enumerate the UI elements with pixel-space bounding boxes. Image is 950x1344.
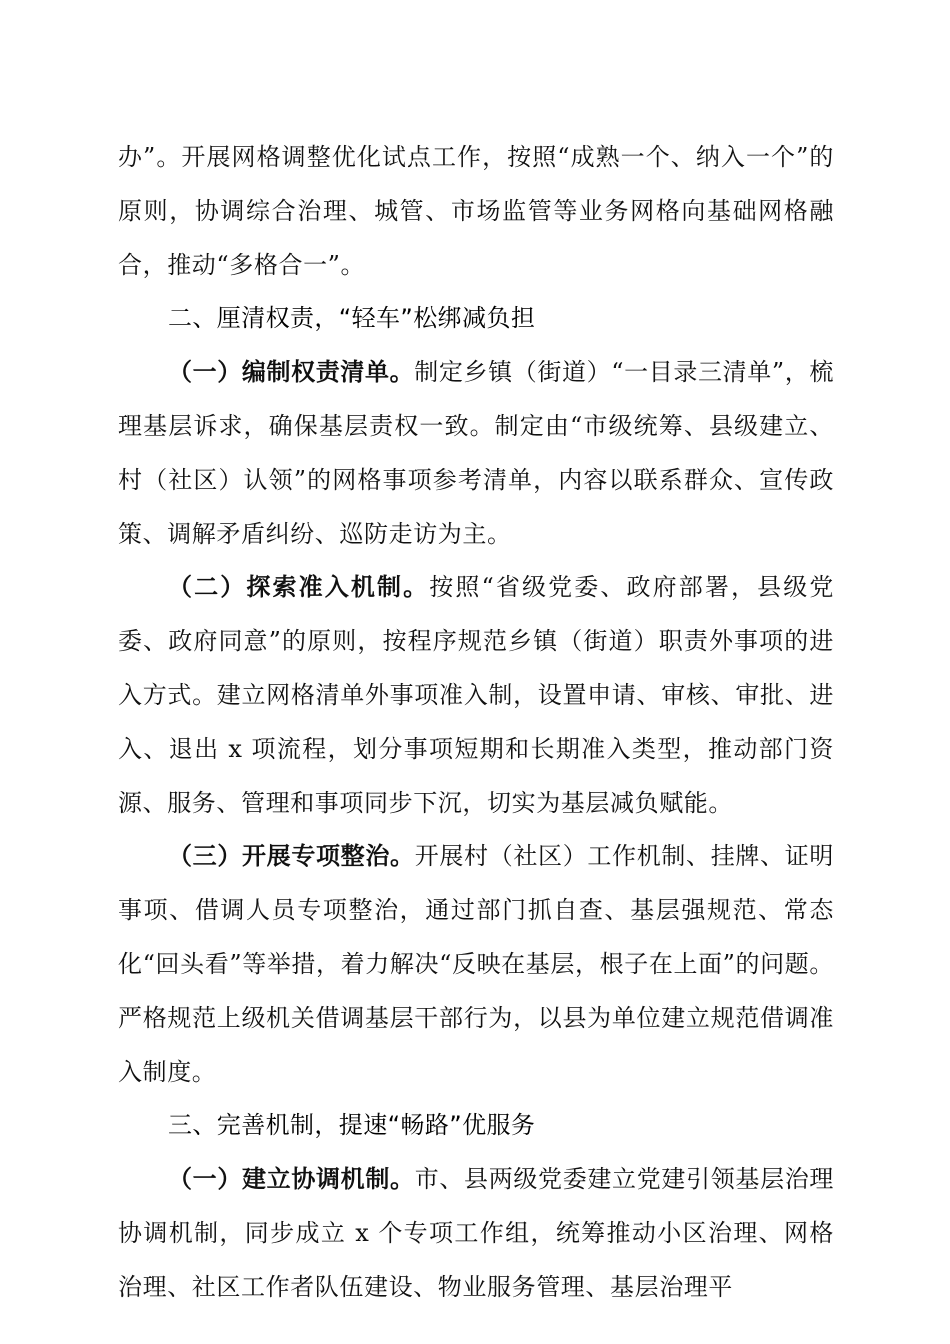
paragraph-continuation: 办”。开展网格调整优化试点工作，按照“成熟一个、纳入一个”的原则，协调综合治理、城管、市场监管等业务网格向基础网格融合，推动“多格合一”。 [118,143,834,279]
paragraph-2-2 [118,561,834,830]
subheading-2-2: （二）探索准入机制。 [168,573,430,602]
paragraph-3-1-text: 市、县两级党委建立党建引领基层治理协调机制，同步成立 x 个专项工作组，统筹推动小区治理、网格治理、社区工作者队伍建设、物业服务管理、基层治理平 [118,1165,835,1301]
document-body [118,131,834,1315]
paragraph-2-3-text: 开展村（社区）工作机制、挂牌、证明事项、借调人员专项整治，通过部门抓自查、基层强规范、常态化“回头看”等举措，着力解决“反映在基层，根子在上面”的问题。严格规范上级机关借调基层干部行为，以县为单位建立规范借调准入制度。 [118,842,835,1086]
paragraph-2-2-text: 按照“省级党委、政府部署，县级党委、政府同意”的原则，按程序规范乡镇（街道）职责外事项的进入方式。建立网格清单外事项准入制，设置申请、审核、审批、进入、退出 x 项流程，划分事项短期和长期准入类型，推动部门资源、服务、管理和事项同步下沉，切实为基层减负赋能。 [118,573,834,817]
section-heading-2: 二、厘清权责，“轻车”松绑减负担 [168,304,536,333]
paragraph-2-1-text: 制定乡镇（街道）“一目录三清单”，梳理基层诉求，确保基层责权一致。制定由“市级统筹、县级建立、村（社区）认领”的网格事项参考清单，内容以联系群众、宣传政策、调解矛盾纠纷、巡防走访为主。 [118,358,835,548]
subheading-3-1: （一）建立协调机制。 [168,1165,415,1194]
section-heading-3: 三、完善机制，提速“畅路”优服务 [168,1111,536,1140]
paragraph-2-1 [118,346,834,561]
paragraph-3-1 [118,1153,834,1314]
subheading-2-3: （三）开展专项整治。 [168,842,415,871]
paragraph-2-3 [118,830,834,1099]
subheading-2-1: （一）编制权责清单。 [168,358,415,387]
